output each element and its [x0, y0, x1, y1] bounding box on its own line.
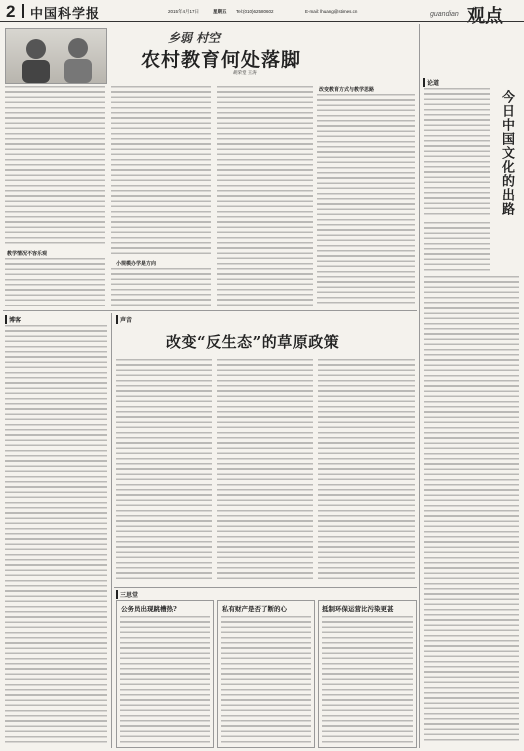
- second-article-headline: 改变“反生态”的草原政策: [166, 333, 340, 351]
- lead-subhead-1: 教学情况不容乐观: [7, 251, 48, 257]
- section-label-cn: 观点: [467, 6, 503, 27]
- lead-text-col-3: [217, 86, 313, 306]
- portraits-image: [6, 29, 106, 83]
- side-text-mid: [424, 222, 490, 272]
- bottom-item-1-text: [120, 616, 210, 744]
- bottom-item-3-title: 抵制环保运营比污染更甚: [322, 605, 394, 613]
- lead-byline: 胡荣堂 王涛: [233, 70, 257, 75]
- lead-text-col-1b: [5, 258, 105, 306]
- lead-kicker: 乡弱 村空: [168, 31, 221, 45]
- lead-subhead-2: 小规模办学是方向: [116, 261, 157, 267]
- lead-headline: 农村教育何处落脚: [141, 49, 302, 71]
- bottom-item-2-title: 私有财产是否了断的心: [222, 605, 287, 613]
- bottom-item-2: [217, 600, 315, 748]
- side-text-top: [424, 88, 490, 218]
- blog-column-tag: 博客: [5, 315, 21, 324]
- blog-column: [3, 313, 109, 748]
- contact-phone: Tel:(010)62580602: [236, 9, 274, 14]
- lead-text-col-2b: [111, 268, 211, 306]
- lead-text-col-2: [111, 86, 211, 256]
- side-column: [421, 24, 522, 748]
- second-text-col-1: [116, 359, 212, 581]
- second-text-col-2: [217, 359, 313, 581]
- dateline: 2015年4月17日: [168, 9, 200, 14]
- side-column-headline: 今日中国文化的出路: [499, 90, 514, 216]
- bottom-item-2-text: [221, 616, 311, 744]
- contact-email: E-mail: lhuang@stimes.cn: [305, 9, 358, 14]
- page-number: 2: [6, 2, 16, 21]
- second-article: [114, 313, 417, 585]
- page-header: [0, 0, 524, 27]
- second-text-col-3: [318, 359, 415, 581]
- bottom-strip-tag: 三思堂: [116, 590, 138, 599]
- section-label-en: guandian: [430, 11, 459, 18]
- lead-text-col-4: [317, 94, 415, 306]
- side-text-body: [424, 276, 519, 744]
- blog-text: [5, 325, 107, 745]
- bottom-strip: [114, 589, 417, 748]
- lead-subhead-3: 改变教育方式与教学思路: [319, 87, 375, 93]
- lead-text-col-1: [5, 86, 105, 246]
- second-article-tag: 声音: [116, 315, 132, 324]
- bottom-item-1: [116, 600, 214, 748]
- author-photo: [5, 28, 107, 84]
- weekday: 星期五: [213, 9, 227, 14]
- bottom-item-1-title: 公务员出现跳槽热?: [121, 605, 177, 613]
- lead-article: [3, 24, 417, 308]
- masthead: 中国科学报: [30, 7, 101, 22]
- bottom-item-3-text: [322, 616, 413, 744]
- bottom-item-3: [318, 600, 417, 748]
- side-column-tag: 论道: [423, 78, 439, 87]
